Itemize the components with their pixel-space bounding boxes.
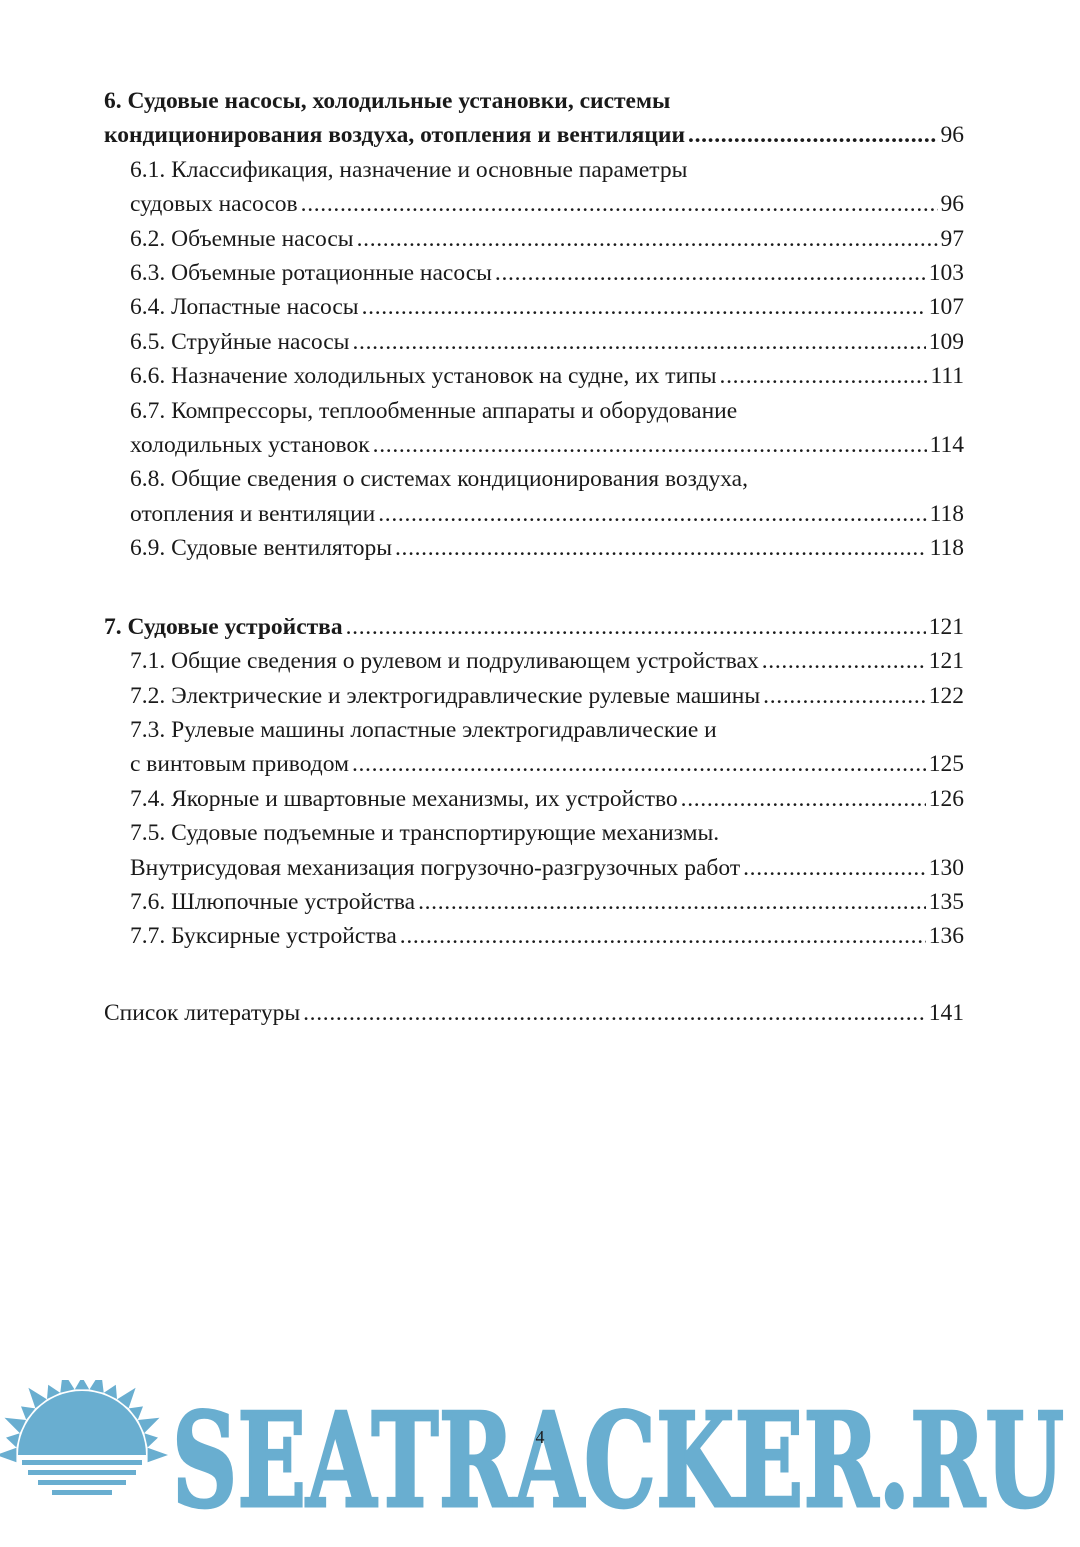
chapter-7-entry[interactable] [104, 610, 964, 644]
sun-ray [0, 1448, 16, 1462]
toc-entry-text: судовых насосов [130, 191, 298, 218]
toc-entry-6-5[interactable] [130, 325, 964, 359]
watermark-logo [0, 1380, 1080, 1520]
toc-entry-6-7[interactable] [130, 428, 964, 462]
toc-entry-text: 6.3. Объемные ротационные насосы [130, 260, 492, 287]
page-ref: 118 [929, 535, 964, 562]
dot-leader [373, 428, 927, 462]
dot-leader [352, 747, 926, 781]
page-ref: 141 [928, 999, 964, 1026]
dot-leader [378, 497, 926, 531]
sun-ray [75, 1380, 89, 1389]
page-ref: 96 [940, 191, 964, 218]
toc-entry-7-3[interactable] [130, 747, 964, 781]
sun-ray [90, 1380, 104, 1393]
toc-entry-6-9[interactable] [130, 531, 964, 565]
toc-entry-text: 7.6. Шлюпочные устройства [130, 888, 416, 915]
toc-entry-6-3[interactable] [130, 256, 964, 290]
references-entry[interactable] [104, 996, 964, 1030]
toc-entry-6-8-line1: 6.8. Общие сведения о системах кондиционирования воздуха, [130, 466, 748, 493]
page-ref: 111 [930, 363, 964, 390]
toc-entry-7-4[interactable] [130, 782, 964, 816]
page-ref: 109 [928, 328, 964, 355]
dot-leader [495, 256, 926, 290]
page-ref: 135 [928, 888, 964, 915]
toc-entry-text: Внутрисудовая механизация погрузочно-разгрузочных работ [130, 854, 741, 881]
toc-entry-text: холодильных установок [130, 432, 370, 459]
page-ref: 114 [929, 432, 964, 459]
toc-entry-7-5[interactable] [130, 851, 964, 885]
page-ref: 126 [928, 785, 964, 812]
toc-entry-text: 6.5. Струйные насосы [130, 328, 350, 355]
toc-entry-text: 7.2. Электрические и электрогидравлические рулевые машины [130, 682, 761, 709]
toc-entry-text: с винтовым приводом [130, 751, 349, 778]
chapter-7-title: 7. Судовые устройства [104, 613, 343, 640]
toc-entry-6-8[interactable] [130, 497, 964, 531]
dot-leader [763, 679, 926, 713]
table-of-contents [104, 84, 964, 1030]
references-title: Список литературы [104, 999, 301, 1026]
toc-entry-6-7-line1: 6.7. Компрессоры, теплообменные аппараты и оборудование [130, 397, 738, 424]
toc-entry-text: 7.7. Буксирные устройства [130, 923, 397, 950]
toc-entry-7-3-line1: 7.3. Рулевые машины лопастные электрогидравлические и [130, 716, 717, 743]
page-ref: 130 [928, 854, 964, 881]
page-ref: 118 [929, 500, 964, 527]
page-ref: 122 [928, 682, 964, 709]
dot-leader [743, 851, 926, 885]
dot-leader [762, 644, 926, 678]
sun-ray [60, 1380, 74, 1393]
toc-entry-text: 6.2. Объемные насосы [130, 225, 354, 252]
toc-entry-text: 6.4. Лопастные насосы [130, 294, 359, 321]
page-ref: 121 [928, 648, 964, 675]
page-ref: 96 [940, 122, 964, 149]
toc-entry-text: 6.9. Судовые вентиляторы [130, 535, 392, 562]
toc-entry-text: отопления и вентиляции [130, 500, 376, 527]
chapter-6-entry[interactable] [104, 118, 964, 152]
dot-leader [352, 325, 925, 359]
sun-ray [148, 1448, 168, 1462]
dot-leader [357, 222, 938, 256]
page-ref: 97 [940, 225, 964, 252]
dot-leader [362, 290, 926, 324]
page-ref: 136 [928, 923, 964, 950]
page-number: 4 [535, 1427, 545, 1447]
dot-leader [720, 359, 928, 393]
dot-leader [346, 610, 926, 644]
chapter-6-title-line1: 6. Судовые насосы, холодильные установки, системы [104, 88, 671, 114]
dot-leader [400, 919, 926, 953]
toc-entry-7-6[interactable] [130, 885, 964, 919]
toc-entry-7-7[interactable] [130, 919, 964, 953]
toc-entry-7-1[interactable] [130, 644, 964, 678]
page-ref: 107 [928, 294, 964, 321]
toc-entry-6-6[interactable] [130, 359, 964, 393]
page-ref: 121 [928, 613, 964, 640]
toc-entry-6-1[interactable] [130, 187, 964, 221]
page-ref: 125 [928, 751, 964, 778]
toc-entry-text: 7.4. Якорные и швартовные механизмы, их устройство [130, 785, 678, 812]
toc-entry-7-2[interactable] [130, 679, 964, 713]
dot-leader [395, 531, 927, 565]
dot-leader [418, 885, 926, 919]
toc-entry-text: 6.6. Назначение холодильных установок на судне, их типы [130, 363, 717, 390]
dot-leader [303, 996, 926, 1030]
toc-entry-7-5-line1: 7.5. Судовые подъемные и транспортирующие механизмы. [130, 820, 720, 847]
toc-entry-6-1-line1: 6.1. Классификация, назначение и основные параметры [130, 156, 688, 183]
chapter-6-title-line2: кондиционирования воздуха, отопления и вентиляции [104, 122, 686, 149]
dot-leader [681, 782, 926, 816]
toc-entry-6-4[interactable] [130, 290, 964, 324]
watermark-text: SEATRACKER.RU [172, 1384, 1064, 1520]
dot-leader [301, 187, 938, 221]
dot-leader [688, 118, 937, 152]
page-ref: 103 [928, 260, 964, 287]
toc-entry-6-2[interactable] [130, 222, 964, 256]
toc-entry-text: 7.1. Общие сведения о рулевом и подруливающем устройствах [130, 648, 759, 675]
